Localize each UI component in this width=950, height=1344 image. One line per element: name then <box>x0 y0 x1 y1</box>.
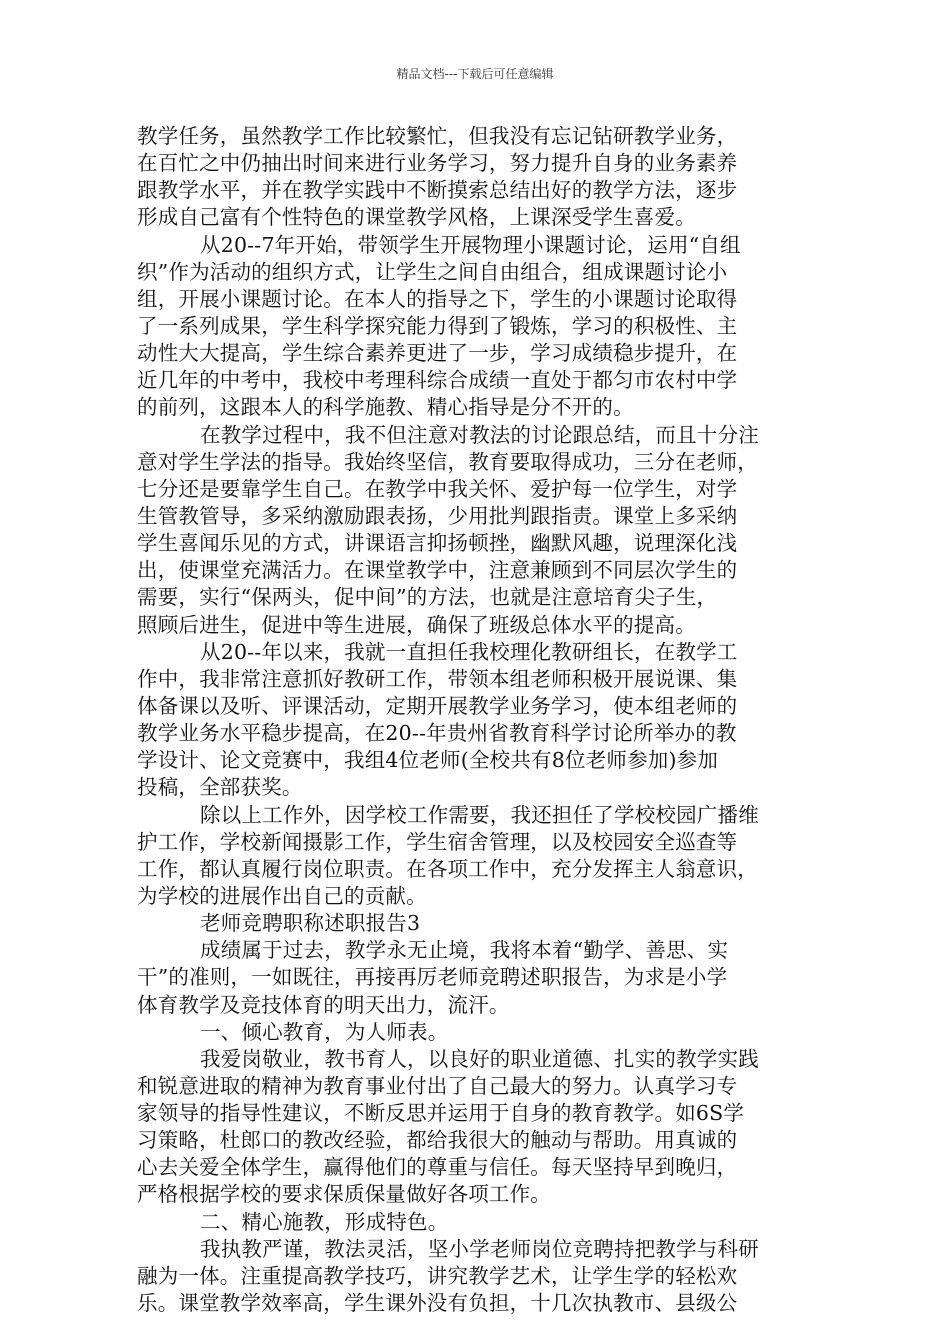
text-line-content: 形成自己富有个性特色的课堂教学风格，上课深受学生喜爱。 <box>137 205 696 230</box>
text-line <box>137 286 809 313</box>
text-line-content: 七分还是要靠学生自己。在教学中我关怀、爱护每一位学生，对学 <box>137 476 738 501</box>
text-line <box>137 584 809 611</box>
text-line-content: 从20--7年开始，带领学生开展物理小课题讨论，运用“自组 <box>200 232 741 257</box>
text-line-content: 跟教学水平，并在教学实践中不断摸索总结出好的教学方法，逐步 <box>137 178 738 203</box>
text-line <box>137 1209 809 1236</box>
text-line-content: 我执教严谨，教法灵活，坚小学老师岗位竞聘持把教学与科研 <box>200 1236 759 1261</box>
text-line <box>137 503 809 530</box>
text-line <box>137 829 809 856</box>
text-line-content: 融为一体。注重提高教学技巧，讲究教学艺术，让学生学的轻松欢 <box>137 1263 738 1288</box>
text-line <box>137 774 809 801</box>
text-line <box>137 422 809 449</box>
text-line-content: 教学任务，虽然教学工作比较繁忙，但我没有忘记钻研教学业务， <box>137 124 738 148</box>
text-line-content: 出，使课堂充满活力。在课堂教学中，注意兼顾到不同层次学生的 <box>137 558 738 583</box>
text-line <box>137 937 809 964</box>
text-line-content: 体育教学及竞技体育的明天出力，流汗。 <box>137 992 510 1017</box>
text-line <box>137 150 809 177</box>
text-line <box>137 1046 809 1073</box>
page-header: 精品文档---下载后可任意编辑 <box>396 67 554 81</box>
text-line-content: 和锐意进取的精神为教育事业付出了自己最大的努力。认真学习专 <box>137 1073 738 1098</box>
text-line <box>137 1100 809 1127</box>
text-line-content: 我爱岗敬业，教书育人，以良好的职业道德、扎实的教学实践 <box>200 1046 759 1071</box>
text-line <box>137 177 809 204</box>
text-line <box>137 1236 809 1263</box>
text-line-content: 照顾后进生，促进中等生进展，确保了班级总体水平的提高。 <box>137 612 696 637</box>
text-line <box>137 612 809 639</box>
text-line <box>137 394 809 421</box>
text-line <box>137 747 809 774</box>
text-line <box>137 557 809 584</box>
text-line <box>137 1019 809 1046</box>
text-line <box>137 449 809 476</box>
text-line <box>137 1073 809 1100</box>
text-line <box>137 1127 809 1154</box>
text-line-content: 工作，都认真履行岗位职责。在各项工作中，充分发挥主人翁意识， <box>137 856 758 881</box>
text-line-content: 在百忙之中仍抽出时间来进行业务学习，努力提升自身的业务素养 <box>137 151 738 176</box>
text-line <box>137 476 809 503</box>
text-line-content: 干”的准则，一如既往，再接再厉老师竞聘述职报告，为求是小学 <box>137 965 728 990</box>
text-line-content: 动性大大提高，学生综合素养更进了一步，学习成绩稳步提升，在 <box>137 341 738 366</box>
text-line <box>137 313 809 340</box>
text-line-content: 二、精心施教，形成特色。 <box>200 1209 449 1234</box>
text-line <box>137 1290 809 1317</box>
text-line <box>137 693 809 720</box>
text-line <box>137 856 809 883</box>
text-line-content: 作中，我非常注意抓好教研工作，带领本组老师积极开展说课、集 <box>137 666 738 691</box>
text-line-content: 护工作，学校新闻摄影工作，学生宿舍管理，以及校园安全巡查等 <box>137 829 738 854</box>
text-line-content: 乐。课堂教学效率高，学生课外没有负担，十几次执教市、县级公 <box>137 1291 738 1316</box>
text-line-content: 织”作为活动的组织方式，让学生之间自由组合，组成课题讨论小 <box>137 259 728 284</box>
text-line <box>137 123 809 150</box>
text-line-content: 心去关爱全体学生，赢得他们的尊重与信任。每天坚持早到晚归， <box>137 1155 738 1180</box>
text-line <box>137 802 809 829</box>
text-line <box>137 964 809 991</box>
text-line <box>137 232 809 259</box>
text-line <box>137 259 809 286</box>
text-line-content: 意对学生学法的指导。我始终坚信，教育要取得成功，三分在老师， <box>137 449 758 474</box>
text-line-content: 在教学过程中，我不但注意对教法的讨论跟总结，而且十分注 <box>200 422 759 447</box>
text-line <box>137 720 809 747</box>
text-line-content: 投稿，全部获奖。 <box>137 775 303 800</box>
text-line-content: 从20--年以来，我就一直担任我校理化教研组长，在教学工 <box>200 639 738 664</box>
text-line <box>137 666 809 693</box>
document-body <box>137 123 809 1317</box>
text-line-content: 体备课以及听、评课活动，定期开展教学业务学习，使本组老师的 <box>137 693 738 718</box>
text-line-content: 成绩属于过去，教学永无止境，我将本着“勤学、善思、实 <box>200 938 729 963</box>
text-line <box>137 367 809 394</box>
text-line-content: 生管教管导，多采纳激励跟表扬，少用批判跟指责。课堂上多采纳 <box>137 503 738 528</box>
text-line <box>137 992 809 1019</box>
text-line-content: 学设计、论文竞赛中，我组4位老师(全校共有8位老师参加)参加 <box>137 748 719 773</box>
text-line-content: 近几年的中考中，我校中考理科综合成绩一直处于都匀市农村中学 <box>137 368 738 393</box>
text-line-content: 组，开展小课题讨论。在本人的指导之下，学生的小课题讨论取得 <box>137 286 738 311</box>
text-line-content: 教学业务水平稳步提高，在20--年贵州省教育科学讨论所举办的教 <box>137 721 737 746</box>
text-line-content: 除以上工作外，因学校工作需要，我还担任了学校校园广播维 <box>200 802 759 827</box>
text-line <box>137 883 809 910</box>
text-line-content: 一、倾心教育，为人师表。 <box>200 1019 449 1044</box>
text-line <box>137 530 809 557</box>
text-line-content: 家领导的指导性建议，不断反思并运用于自身的教育教学。如6S学 <box>137 1101 745 1126</box>
text-line-content: 了一系列成果，学生科学探究能力得到了锻炼，学习的积极性、主 <box>137 313 738 338</box>
text-line-content: 为学校的进展作出自己的贡献。 <box>137 883 427 908</box>
text-line-content: 需要，实行“保两头，促中间”的方法，也就是注意培育尖子生， <box>137 585 718 610</box>
text-line <box>137 340 809 367</box>
text-line <box>137 639 809 666</box>
text-line <box>137 204 809 231</box>
text-line-content: 学生喜闻乐见的方式，讲课语言抑扬顿挫，幽默风趣，说理深化浅 <box>137 531 738 556</box>
text-line <box>137 1263 809 1290</box>
text-line-content: 老师竞聘职称述职报告3 <box>200 911 421 936</box>
text-line <box>137 1154 809 1181</box>
text-line <box>137 1181 809 1208</box>
text-line-content: 习策略，杜郎口的教改经验，都给我很大的触动与帮助。用真诚的 <box>137 1128 738 1153</box>
text-line-content: 的前列，这跟本人的科学施教、精心指导是分不开的。 <box>137 395 634 420</box>
text-line-content: 严格根据学校的要求保质保量做好各项工作。 <box>137 1182 551 1207</box>
text-line <box>137 910 809 937</box>
